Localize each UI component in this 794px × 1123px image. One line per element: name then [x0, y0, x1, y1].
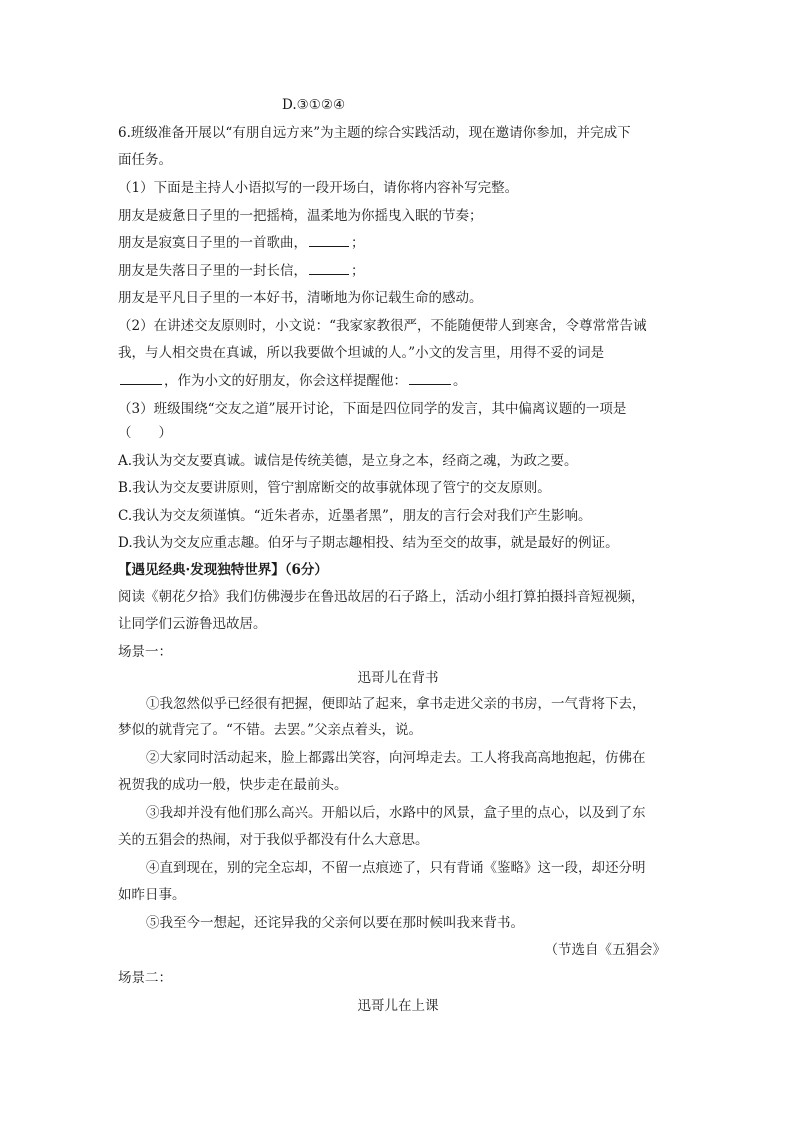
scene-1-label: 场景一：: [118, 644, 172, 660]
q6-part2-line-1: （2）在讲述交友原则时，小文说：“我家家教很严，不能随便带人到寒舍，令尊常常告诫: [118, 318, 647, 334]
fill-blank-reminder[interactable]: [409, 370, 451, 385]
q6-part2-end: 。: [453, 373, 467, 389]
q6-option-c: C.我认为交友须谨慎。“近朱者赤，近墨者黑”，朋友的言行会对我们产生影响。: [118, 508, 592, 524]
q6-line-d: 朋友是平凡日子里的一本好书，清晰地为你记载生命的感动。: [118, 290, 483, 306]
q6-option-b: B.我认为交友要讲原则，管宁割席断交的故事就体现了管宁的交友原则。: [118, 480, 551, 496]
fill-blank-b[interactable]: [309, 232, 349, 247]
q6-intro-line-2: 面任务。: [118, 152, 172, 168]
scene-2-label: 场景二：: [118, 970, 172, 986]
paragraph-2-line-1: ②大家同时活动起来，脸上都露出笑容，向河埠走去。工人将我高高地抱起，仿佛在: [146, 750, 646, 766]
q6-line-c-end: ；: [351, 263, 365, 279]
q6-line-c-text: 朋友是失落日子里的一封长信，: [118, 263, 307, 279]
q6-part3-line-1: （3）班级围绕“交友之道”展开讨论，下面是四位同学的发言，其中偏离议题的一项是: [118, 401, 627, 417]
fill-blank-word[interactable]: [120, 370, 162, 385]
paragraph-1-line-2: 梦似的就背完了。“不错。去罢。”父亲点着头，说。: [118, 722, 423, 738]
scene-2-title: 迅哥儿在上课: [357, 998, 439, 1014]
q6-line-c: [118, 258, 678, 285]
paragraph-3-line-2: 关的五猖会的热闹，对于我似乎都没有什么大意思。: [118, 832, 429, 848]
source-citation: （节选自《五猖会》: [544, 942, 666, 958]
q6-part2-mid: ，作为小文的好朋友，你会这样提醒他：: [164, 373, 407, 389]
q6-option-a: A.我认为交友要真诚。诚信是传统美德，是立身之本，经商之魂，为政之要。: [118, 453, 578, 469]
q6-line-a: 朋友是疲惫日子里的一把摇椅，温柔地为你摇曳入眠的节奏；: [118, 208, 483, 224]
paragraph-4-line-1: ④直到现在，别的完全忘却，不留一点痕迹了，只有背诵《鉴略》这一段，却还分明: [146, 860, 646, 876]
q6-part2-line-2: 我，与人相交贵在真诚，所以我要做个坦诚的人。”小文的发言里，用得不妥的词是: [118, 345, 605, 361]
q6-part2-line-3: [118, 368, 678, 395]
section-intro-line-1: 阅读《朝花夕拾》我们仿佛漫步在鲁迅故居的石子路上，活动小组打算拍摄抖音短视频，: [118, 589, 645, 605]
paragraph-5-line-1: ⑤我至今一想起，还诧异我的父亲何以要在那时候叫我来背书。: [146, 915, 524, 931]
q6-part3-paren: （ ）: [118, 425, 172, 441]
scene-1-title: 迅哥儿在背书: [357, 670, 439, 686]
fill-blank-c[interactable]: [309, 260, 349, 275]
paragraph-4-line-2: 如昨日事。: [118, 887, 186, 903]
section-intro-line-2: 让同学们云游鲁迅故居。: [118, 616, 267, 632]
paragraph-3-line-1: ③我却并没有他们那么高兴。开船以后，水路中的风景，盒子里的点心，以及到了东: [146, 805, 646, 821]
q6-option-d: D.我认为交友应重志趣。伯牙与子期志趣相投、结为至交的故事，就是最好的例证。: [118, 535, 619, 551]
q6-part1-prompt: （1）下面是主持人小语拟写的一段开场白，请你将内容补写完整。: [118, 180, 519, 196]
paragraph-1-line-1: ①我忽然似乎已经很有把握，便即站了起来，拿书走进父亲的书房，一气背将下去，: [146, 696, 646, 712]
q6-line-b-end: ；: [351, 235, 365, 251]
section-heading: 【遇见经典·发现独特世界】（6分）: [118, 562, 328, 578]
q5-option-d: D.③①②④: [282, 97, 346, 113]
paragraph-2-line-2: 祝贺我的成功一般，快步走在最前头。: [118, 777, 348, 793]
q6-intro-line-1: 6.班级准备开展以“有朋自远方来”为主题的综合实践活动，现在邀请你参加，并完成下: [118, 125, 631, 141]
q6-line-b-text: 朋友是寂寞日子里的一首歌曲，: [118, 235, 307, 251]
q6-line-b: [118, 230, 678, 257]
